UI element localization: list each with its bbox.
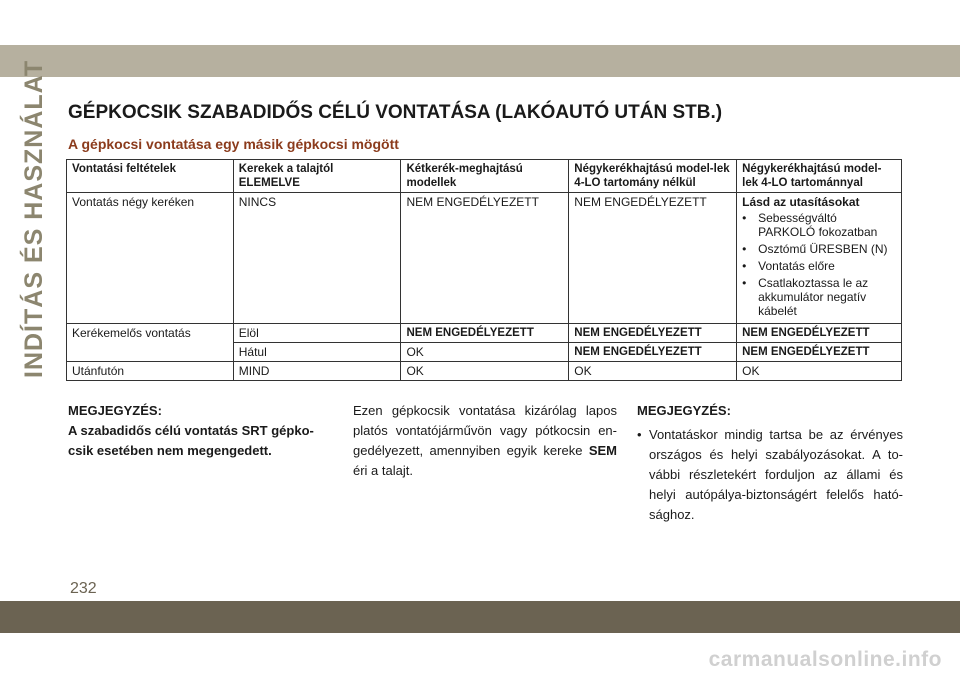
table-row	[67, 324, 902, 343]
bottom-band	[0, 601, 960, 633]
note-srt	[68, 401, 334, 461]
table-cell: NINCS	[233, 193, 401, 324]
list-item: • Osztómű ÜRESBEN (N)	[742, 242, 896, 256]
note-heading: MEGJEGYZÉS:	[68, 403, 162, 418]
table-row	[67, 362, 902, 381]
table-cell: OK	[569, 362, 737, 381]
paragraph-text: Ezen gépkocsik vontatása kizárólag lapos platós vontatójárművön vagy pótkocsin en-gedélyezett, amennyiben egyik kereke	[353, 403, 617, 458]
table-cell: OK	[401, 343, 569, 362]
section-side-label: INDÍTÁS ÉS HASZNÁLAT	[20, 59, 48, 378]
list-item: • Csatlakoztassa le az akkumulátor negatív kábelét	[742, 276, 896, 318]
instructions-list	[742, 211, 896, 318]
list-item: • Vontatás előre	[742, 259, 896, 273]
table-header-row	[67, 160, 902, 193]
table-cell: NEM ENGEDÉLYEZETT	[401, 324, 569, 343]
top-band	[0, 45, 960, 77]
table-cell: Elöl	[233, 324, 401, 343]
instructions-heading: Lásd az utasításokat	[742, 195, 860, 209]
table-cell: Utánfutón	[67, 362, 234, 381]
table-cell: OK	[737, 362, 902, 381]
table-cell: Kerékemelős vontatás	[67, 324, 234, 362]
towing-paragraph	[353, 401, 617, 481]
table-cell: OK	[401, 362, 569, 381]
paragraph-tail: éri a talajt.	[353, 463, 413, 478]
list-item: • Sebességváltó PARKOLÓ fokozatban	[742, 211, 896, 239]
table-row	[67, 193, 902, 324]
table-header-cell: Kerekek a talajtól ELEMELVE	[233, 160, 401, 193]
note-text: A szabadidős célú vontatás SRT gépko-csik esetében nem megengedett.	[68, 423, 314, 458]
note-regulations	[637, 401, 903, 525]
table-header-cell: Négykerékhajtású model-lek 4-LO tartomány nélkül	[569, 160, 737, 193]
table-header-cell: Kétkerék-meghajtású modellek	[401, 160, 569, 193]
table-cell: NEM ENGEDÉLYEZETT	[401, 193, 569, 324]
watermark: carmanualsonline.info	[708, 648, 942, 671]
page-title: GÉPKOCSIK SZABADIDŐS CÉLÚ VONTATÁSA (LAKÓAUTÓ UTÁN STB.)	[68, 102, 723, 123]
table-cell: NEM ENGEDÉLYEZETT	[737, 324, 902, 343]
note-heading: MEGJEGYZÉS:	[637, 403, 731, 418]
note-bullet: • Vontatáskor mindig tartsa be az érvényes országos és helyi szabályozásokat. A to-vábbi részletekért forduljon az állami és helyi autópálya-biztonságért felelős ható-sághoz.	[637, 425, 903, 525]
towing-conditions-table	[66, 159, 902, 381]
section-subtitle: A gépkocsi vontatása egy másik gépkocsi mögött	[68, 136, 399, 152]
table-header-cell: Négykerékhajtású model-lek 4-LO tartománnyal	[737, 160, 902, 193]
table-cell-instructions	[737, 193, 902, 324]
table-cell: Vontatás négy keréken	[67, 193, 234, 324]
table-cell: MIND	[233, 362, 401, 381]
paragraph-emphasis: SEM	[588, 443, 617, 458]
table-cell: NEM ENGEDÉLYEZETT	[737, 343, 902, 362]
table-header-cell: Vontatási feltételek	[67, 160, 234, 193]
table-cell: NEM ENGEDÉLYEZETT	[569, 324, 737, 343]
table-cell: NEM ENGEDÉLYEZETT	[569, 343, 737, 362]
page-number: 232	[70, 580, 97, 597]
table-cell: NEM ENGEDÉLYEZETT	[569, 193, 737, 324]
table-cell: Hátul	[233, 343, 401, 362]
